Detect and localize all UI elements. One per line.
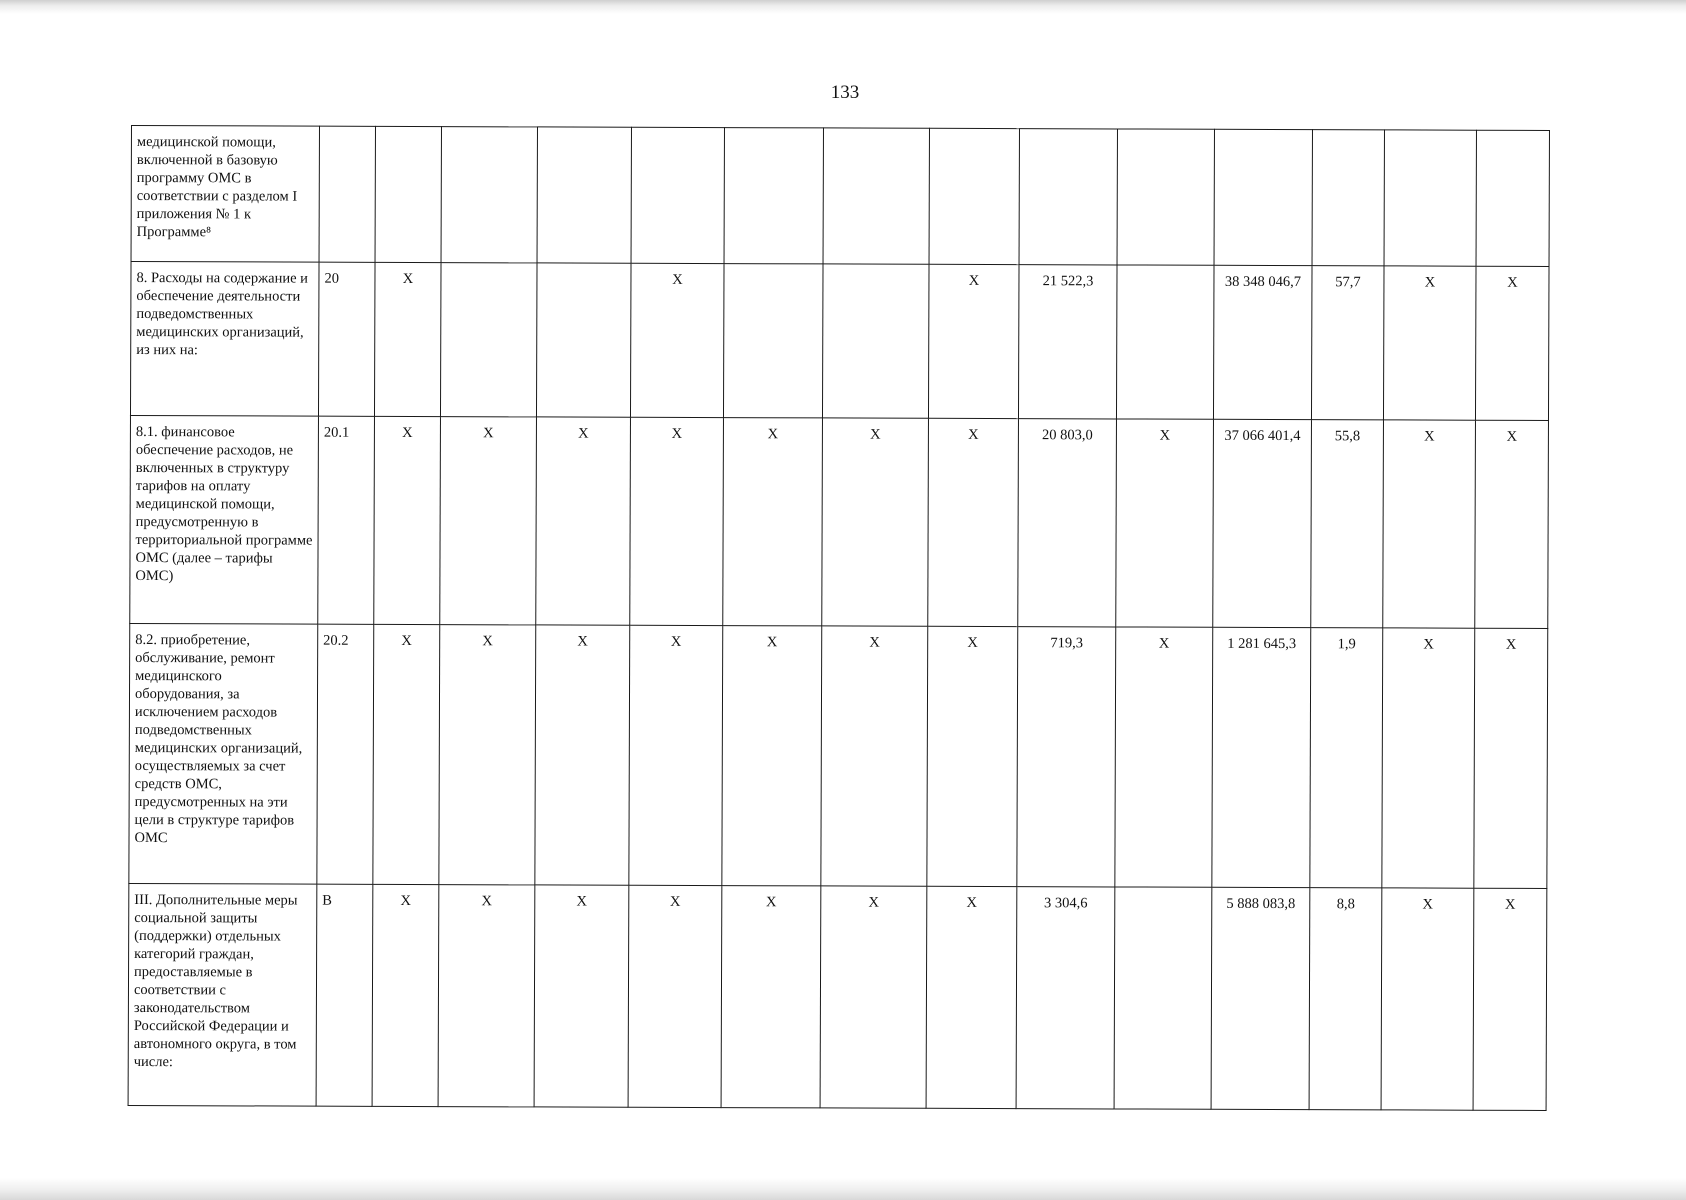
cell-col-7 [724,128,823,264]
cell-col-12: 38 348 046,7 [1213,265,1312,419]
row-8-2-equipment [129,623,1548,888]
cell-x-mark-col-3: X [373,624,440,884]
cell-description: медицинской помощи, включенной в базовую программу ОМС в соответствии с разделом I приложения № 1 к Программе⁸ [131,126,319,263]
row-continuation-oms [131,126,1549,267]
scan-edge-top [0,0,1686,14]
cell-line-code: В [316,884,373,1106]
cell-x-mark-col-15: X [1474,628,1548,888]
cell-x-mark-col-6: X [628,885,722,1107]
cell-x-mark-col-14: X [1382,628,1475,888]
cell-x-mark-col-8: X [821,626,928,886]
cell-col-12: 5 888 083,8 [1211,887,1310,1109]
cell-x-mark-col-9: X [926,886,1017,1108]
cell-x-mark-col-14: X [1383,266,1476,420]
cell-x-mark-col-14: X [1381,888,1474,1110]
cell-col-12: 37 066 401,4 [1213,419,1312,627]
cell-col-15 [1476,130,1549,266]
cell-description: III. Дополнительные меры социальной защиты (поддержки) отдельных категорий граждан, предоставляемые в соответствии с законодательством Российской Федерации и автономного округа, в том числе: [128,883,317,1106]
cell-x-mark-col-6: X [629,625,723,885]
cell-col-3 [375,126,441,262]
cell-col-13: 1,9 [1310,628,1383,888]
row-8-maintenance-expenses [130,262,1549,421]
cell-x-mark-col-7: X [721,886,821,1108]
cell-col-12: 1 281 645,3 [1212,627,1311,887]
cell-x-mark-col-6: X [630,263,724,417]
cell-col-6 [631,127,724,263]
cell-line-code [319,126,375,262]
cell-x-mark-col-11: X [1116,419,1214,627]
cell-description: 8. Расходы на содержание и обеспечение деятельности подведомственных медицинских организаций, из них на: [130,262,319,417]
cell-x-mark-col-9: X [928,264,1019,418]
data-table [128,125,1550,1111]
cell-x-mark-col-6: X [630,417,724,625]
cell-x-mark-col-7: X [723,418,823,626]
cell-line-code: 20 [318,262,375,416]
cell-x-mark-col-5: X [535,625,630,885]
cell-col-4 [441,127,537,263]
cell-col-12 [1214,129,1312,265]
scan-edge-bottom [0,1178,1686,1200]
cell-x-mark-col-8: X [820,886,927,1108]
row-iii-social-support [128,883,1547,1110]
cell-col-13 [1312,130,1384,266]
cell-x-mark-col-15: X [1475,420,1549,628]
cell-x-mark-col-9: X [927,626,1018,886]
cell-col-5 [536,263,631,417]
cell-line-code: 20.1 [318,416,375,624]
cell-col-10: 21 522,3 [1018,265,1117,419]
cell-x-mark-col-4: X [438,885,535,1107]
cell-description: 8.1. финансовое обеспечение расходов, не включенных в структуру тарифов на оплату медицинской помощи, предусмотренную в территориальной программе ОМС (далее – тарифы ОМС) [130,415,319,624]
cell-x-mark-col-15: X [1475,266,1549,420]
cell-col-10 [1019,129,1117,265]
cell-col-7 [723,264,823,418]
cell-x-mark-col-5: X [534,885,629,1107]
cell-description: 8.2. приобретение, обслуживание, ремонт медицинского оборудования, за исключением расходов подведомственных медицинских организаций, осуществляемых за счет средств ОМС, предусмотренных на эти цели в структуре тарифов ОМС [129,623,318,884]
table-body [128,126,1549,1111]
cell-line-code: 20.2 [317,624,374,884]
cell-x-mark-col-3: X [372,884,439,1106]
cell-x-mark-col-5: X [536,417,631,625]
cell-col-8 [823,128,929,264]
cell-x-mark-col-4: X [440,417,537,625]
cell-col-11 [1116,265,1214,419]
cell-x-mark-col-9: X [928,418,1019,626]
cell-x-mark-col-3: X [374,262,441,416]
cell-col-11 [1117,129,1214,265]
cell-x-mark-col-8: X [822,418,929,626]
cell-col-13: 8,8 [1309,888,1382,1110]
cell-x-mark-col-3: X [374,416,441,624]
cell-col-5 [537,127,631,263]
cell-x-mark-col-4: X [439,625,536,885]
page-number: 133 [830,82,860,103]
cell-col-13: 55,8 [1311,420,1384,628]
cell-x-mark-col-15: X [1473,888,1547,1110]
cell-col-8 [822,264,929,418]
cell-col-14 [1384,130,1476,266]
cell-x-mark-col-14: X [1383,420,1476,628]
cell-col-4 [440,263,537,417]
cell-col-10: 20 803,0 [1018,419,1117,627]
cell-col-13: 57,7 [1311,266,1384,420]
cell-col-10: 719,3 [1017,627,1116,887]
cell-col-10: 3 304,6 [1016,887,1115,1109]
cell-col-11 [1114,887,1212,1109]
cell-x-mark-col-7: X [722,626,822,886]
cell-col-9 [929,128,1019,264]
row-8-1-financial-support [130,415,1549,628]
cell-x-mark-col-11: X [1115,627,1213,887]
